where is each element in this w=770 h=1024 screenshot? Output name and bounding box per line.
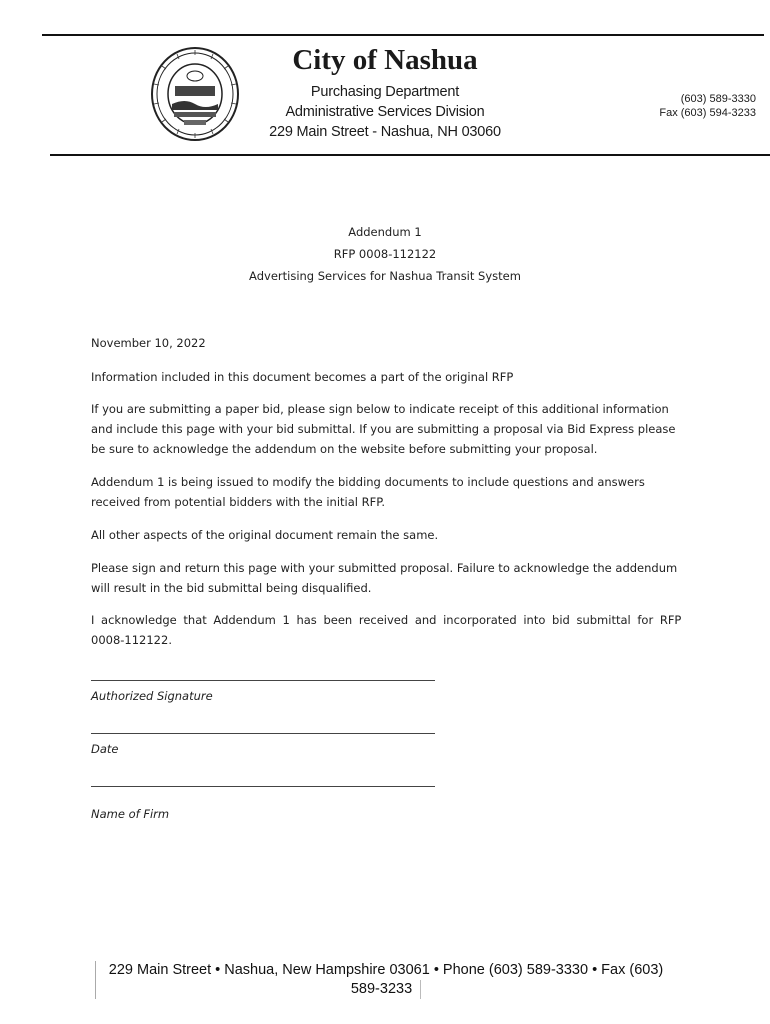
- signature-label: Authorized Signature: [91, 689, 213, 703]
- text-cursor: [420, 980, 421, 999]
- phone-number: (603) 589-3330: [680, 93, 756, 105]
- contact-numbers: [659, 92, 756, 120]
- firm-name-field[interactable]: [91, 786, 435, 821]
- date-line[interactable]: [91, 733, 435, 734]
- letter-date: November 10, 2022: [91, 336, 206, 350]
- paper-bid-paragraph: If you are submitting a paper bid, please sign below to indicate receipt of this additional information and include this page with your bid submittal. If you are submitting a proposal via Bid Express please be sure to acknowledge the addendum on the website before submitting your proposal.: [91, 402, 676, 456]
- other-aspects-paragraph: All other aspects of the original document remain the same.: [91, 528, 439, 542]
- header-rule-top: [42, 34, 764, 36]
- department-address: 229 Main Street - Nashua, NH 03060: [269, 124, 501, 140]
- department-name: Purchasing Department: [310, 84, 460, 100]
- department-block: [240, 82, 530, 142]
- city-title: City of Nashua: [292, 44, 478, 76]
- firm-name-line[interactable]: [91, 786, 435, 787]
- rfp-subject: Advertising Services for Nashua Transit System: [249, 269, 521, 283]
- signature-field[interactable]: [91, 680, 435, 703]
- fax-number: Fax (603) 594-3233: [659, 107, 756, 119]
- addendum-purpose-paragraph: Addendum 1 is being issued to modify the bidding documents to include questions and answers received from potential bidders with the initial RFP.: [91, 475, 645, 509]
- signature-line[interactable]: [91, 680, 435, 681]
- firm-name-label: Name of Firm: [91, 807, 170, 821]
- info-paragraph: Information included in this document becomes a part of the original RFP: [91, 370, 514, 384]
- acknowledgement-paragraph: I acknowledge that Addendum 1 has been received and incorporated into bid submittal for RFP 0008-112122.: [91, 613, 682, 647]
- division-name: Administrative Services Division: [285, 104, 485, 120]
- addendum-number: Addendum 1: [348, 225, 422, 239]
- header-rule-bottom: [50, 154, 770, 156]
- document-heading: [0, 221, 770, 287]
- page-footer: [95, 961, 676, 999]
- date-label: Date: [91, 742, 119, 756]
- rfp-number: RFP 0008-112122: [333, 247, 437, 261]
- date-field[interactable]: [91, 733, 435, 756]
- footer-text: 229 Main Street • Nashua, New Hampshire 03061 • Phone (603) 589-3330 • Fax (603) 589-3233: [108, 962, 664, 997]
- sign-return-paragraph: Please sign and return this page with your submitted proposal. Failure to acknowledge the addendum will result in the bid submittal being disqualified.: [91, 561, 678, 595]
